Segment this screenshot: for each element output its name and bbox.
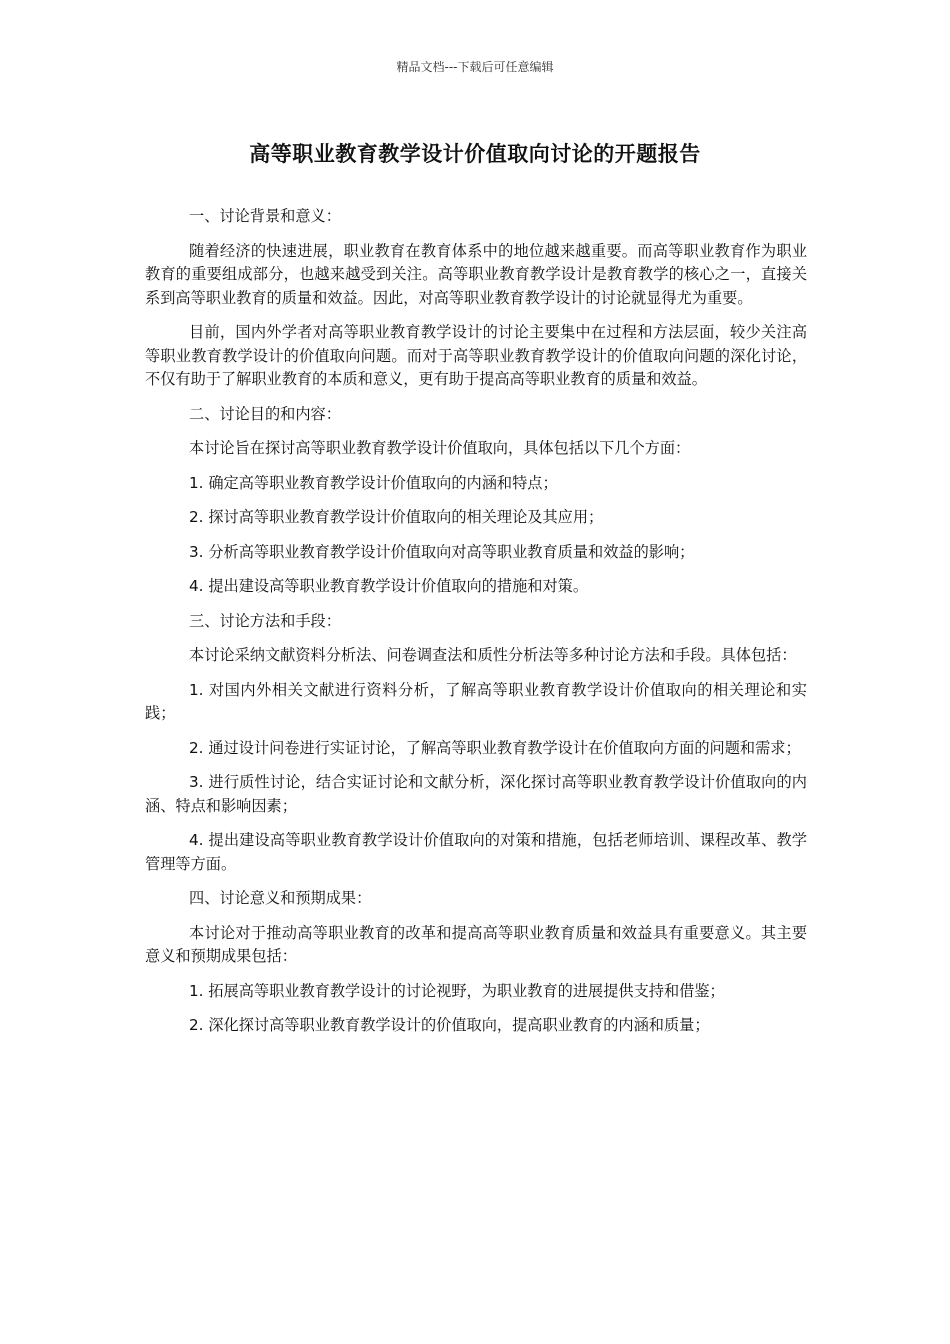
paragraph: 本讨论旨在探讨高等职业教育教学设计价值取向，具体包括以下几个方面： — [189, 439, 691, 457]
document-body — [145, 205, 807, 1049]
list-item: 2. 通过设计问卷进行实证讨论，了解高等职业教育教学设计在价值取向方面的问题和需求； — [189, 738, 801, 757]
list-item: 4. 提出建设高等职业教育教学设计价值取向的对策和措施，包括老师培训、课程改革、教学管理等方面。 — [145, 831, 807, 873]
list-item: 1. 对国内外相关文献进行资料分析，了解高等职业教育教学设计价值取向的相关理论和实践； — [145, 680, 807, 722]
section-heading-2: 二、讨论目的和内容： — [189, 404, 341, 423]
section-heading-1: 一、讨论背景和意义： — [189, 207, 341, 225]
paragraph: 随着经济的快速进展，职业教育在教育体系中的地位越来越重要。而高等职业教育作为职业教育的重要组成部分，也越来越受到关注。高等职业教育教学设计是教育教学的核心之一，直接关系到高等职业教育的质量和效益。因此，对高等职业教育教学设计的讨论就显得尤为重要。 — [145, 241, 807, 307]
list-item: 3. 分析高等职业教育教学设计价值取向对高等职业教育质量和效益的影响； — [189, 542, 695, 561]
document-title: 高等职业教育教学设计价值取向讨论的开题报告 — [249, 142, 701, 166]
page-header: 精品文档---下载后可任意编辑 — [396, 60, 554, 74]
list-item: 2. 深化探讨高等职业教育教学设计的价值取向，提高职业教育的内涵和质量； — [189, 1016, 710, 1034]
paragraph: 本讨论对于推动高等职业教育的改革和提高高等职业教育质量和效益具有重要意义。其主要意义和预期成果包括： — [145, 923, 807, 965]
section-heading-3: 三、讨论方法和手段： — [189, 611, 341, 630]
paragraph: 目前，国内外学者对高等职业教育教学设计的讨论主要集中在过程和方法层面，较少关注高等职业教育教学设计的价值取向问题。而对于高等职业教育教学设计的价值取向问题的深化讨论，不仅有助于了解职业教育的本质和意义，更有助于提高高等职业教育的质量和效益。 — [145, 323, 807, 388]
list-item: 2. 探讨高等职业教育教学设计价值取向的相关理论及其应用； — [189, 508, 604, 526]
section-heading-4: 四、讨论意义和预期成果： — [189, 889, 372, 907]
list-item: 1. 拓展高等职业教育教学设计的讨论视野，为职业教育的进展提供支持和借鉴； — [189, 981, 725, 1000]
list-item: 4. 提出建设高等职业教育教学设计价值取向的措施和对策。 — [189, 577, 589, 595]
list-item: 3. 进行质性讨论，结合实证讨论和文献分析，深化探讨高等职业教育教学设计价值取向的内涵、特点和影响因素； — [145, 773, 807, 815]
list-item: 1. 确定高等职业教育教学设计价值取向的内涵和特点； — [189, 473, 558, 492]
paragraph: 本讨论采纳文献资料分析法、问卷调查法和质性分析法等多种讨论方法和手段。具体包括： — [189, 646, 797, 664]
